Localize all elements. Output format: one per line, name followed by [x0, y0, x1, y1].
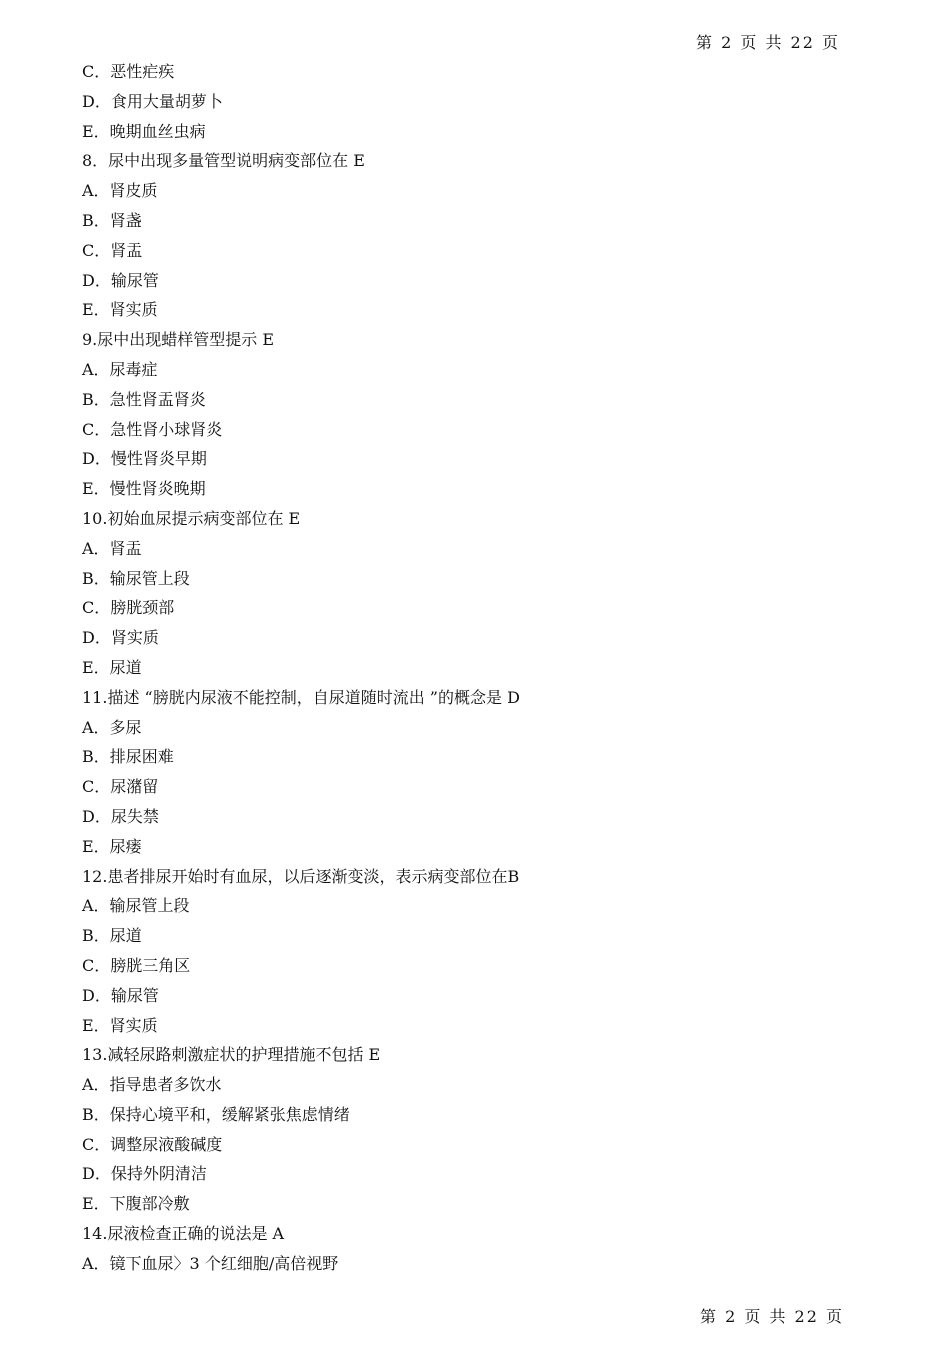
option-line: C．调整尿液酸碱度	[82, 1134, 223, 1154]
option-line: D．食用大量胡萝卜	[82, 91, 223, 111]
option-line: A．肾盂	[82, 538, 142, 558]
option-line: E．尿道	[82, 657, 142, 677]
question-line: 8．尿中出现多量管型说明病变部位在 E	[82, 151, 365, 171]
option-line: B．肾盏	[82, 210, 142, 230]
option-line: C．膀胱颈部	[82, 598, 175, 618]
option-line: A．多尿	[82, 717, 142, 737]
option-line: E．慢性肾炎晚期	[82, 479, 206, 499]
question-line: 10.初始血尿提示病变部位在 E	[82, 508, 301, 528]
page-header: 第 2 页 共 22 页	[696, 33, 840, 52]
option-line: E．下腹部冷敷	[82, 1194, 190, 1214]
option-line: B．尿道	[82, 926, 142, 946]
option-line: E．肾实质	[82, 300, 158, 320]
option-line: A．尿毒症	[82, 359, 158, 379]
option-line: A．指导患者多饮水	[82, 1075, 222, 1095]
option-line: C．膀胱三角区	[82, 955, 191, 975]
question-line: 11.描述 “膀胱内尿液不能控制，自尿道随时流出 ”的概念是 D	[82, 687, 520, 707]
option-line: C．急性肾小球肾炎	[82, 419, 223, 439]
option-line: D．慢性肾炎早期	[82, 449, 207, 469]
option-line: D．输尿管	[82, 985, 159, 1005]
option-line: E．尿瘘	[82, 836, 142, 856]
option-line: D．肾实质	[82, 628, 159, 648]
option-line: B．排尿困难	[82, 747, 174, 767]
option-line: C．恶性疟疾	[82, 62, 175, 81]
option-line: B．急性肾盂肾炎	[82, 389, 206, 409]
option-line: D．输尿管	[82, 270, 159, 290]
document-body	[82, 57, 862, 1279]
option-line: C．肾盂	[82, 240, 143, 260]
option-line: B．保持心境平和，缓解紧张焦虑情绪	[82, 1104, 350, 1124]
question-line: 9.尿中出现蜡样管型提示 E	[82, 330, 275, 350]
question-line: 13.减轻尿路刺激症状的护理措施不包括 E	[82, 1045, 381, 1065]
question-line: 14.尿液检查正确的说法是 A	[82, 1224, 285, 1244]
question-line: 12.患者排尿开始时有血尿，以后逐渐变淡，表示病变部位在B	[82, 866, 520, 886]
option-line: C．尿潴留	[82, 777, 159, 797]
option-line: B．输尿管上段	[82, 568, 190, 588]
option-line: A．镜下血尿〉3 个红细胞/高倍视野	[82, 1253, 339, 1273]
option-line: A．肾皮质	[82, 181, 158, 201]
option-line: E．肾实质	[82, 1015, 158, 1035]
option-line: D．保持外阴清洁	[82, 1164, 207, 1184]
option-line: A．输尿管上段	[82, 896, 190, 916]
page-footer: 第 2 页 共 22 页	[700, 1307, 844, 1326]
option-line: D．尿失禁	[82, 806, 159, 826]
option-line: E．晚期血丝虫病	[82, 121, 206, 141]
